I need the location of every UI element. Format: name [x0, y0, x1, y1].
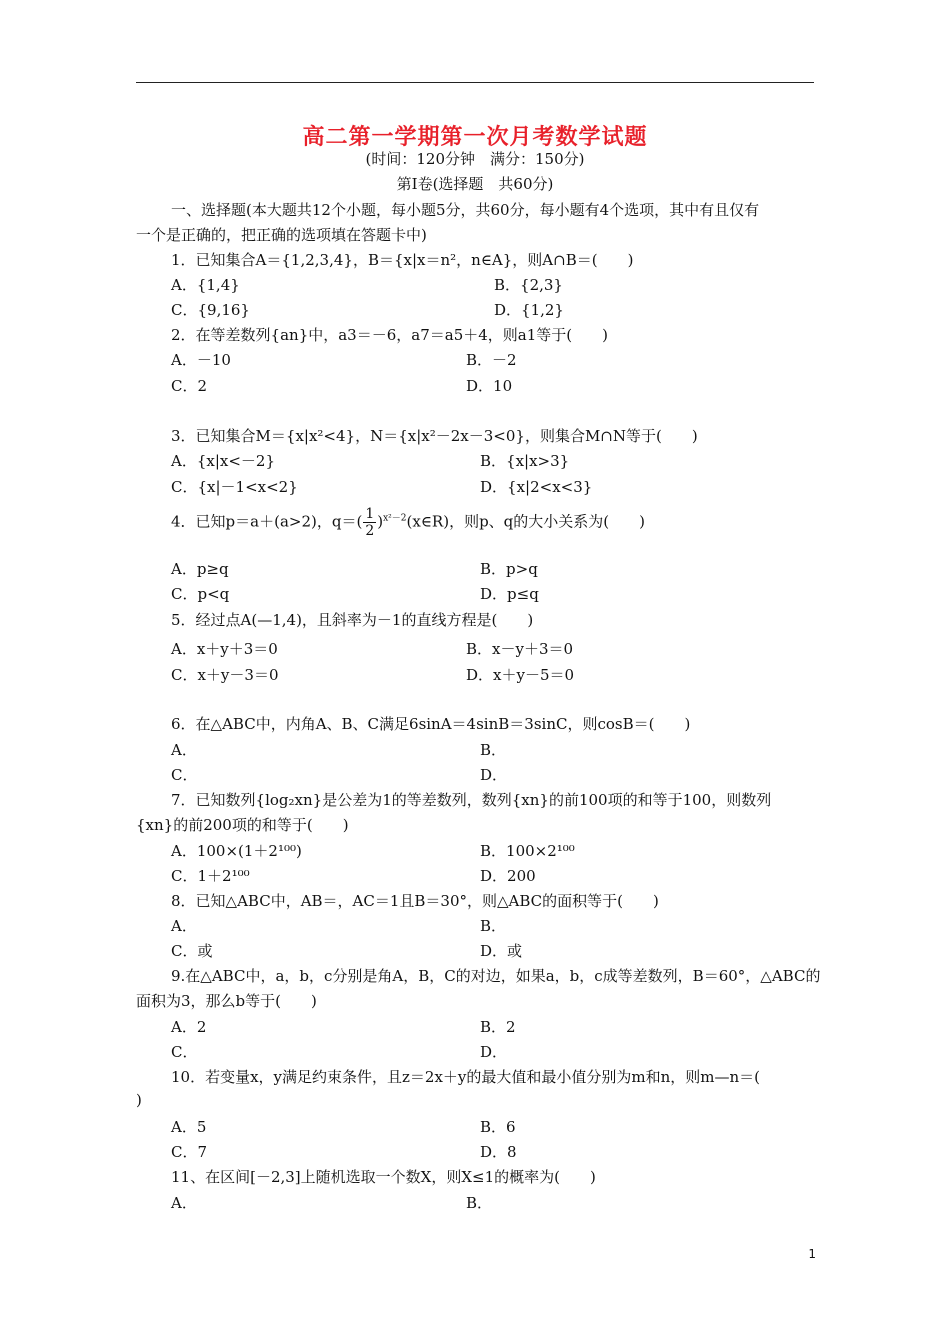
q9-stem-line-1: 9.在△ABC中，a，b，c分别是角A，B，C的对边，如果a，b，c成等差数列，B＝60°，△ABC的 — [171, 967, 821, 985]
q11-option-a: A． — [171, 1194, 197, 1212]
q7-option-b: B．100×2¹⁰⁰ — [480, 842, 575, 860]
q1-option-d: D．{1,2} — [494, 301, 564, 319]
q10-option-c: C．7 — [171, 1143, 208, 1161]
exam-meta: (时间：120分钟 满分：150分) — [365, 150, 585, 168]
q10-option-d: D．8 — [480, 1143, 517, 1161]
q3-option-c: C．{x|－1<x<2} — [171, 478, 298, 496]
q4-stem: 4．已知p＝a＋(a>2)，q＝( $\frac{1}{2}$ )$^{x^2-2}$(x∈R)，则p、q的大小关系为( ) — [171, 506, 645, 539]
page-number: 1 — [808, 1247, 816, 1261]
q6-option-a: A． — [171, 741, 197, 759]
q4-option-d: D．p≤q — [480, 585, 539, 603]
q10-option-b: B．6 — [480, 1118, 516, 1136]
q3-option-b: B．{x|x>3} — [480, 452, 570, 470]
q2-stem: 2．在等差数列{an}中，a3＝－6，a7＝a5＋4，则a1等于( ) — [171, 326, 608, 344]
q10-stem-line-1: 10．若变量x，y满足约束条件，且z＝2x＋y的最大值和最小值分别为m和n，则m—n＝( — [171, 1068, 761, 1086]
q4-option-b: B．p>q — [480, 560, 538, 578]
q7-option-c: C．1＋2¹⁰⁰ — [171, 867, 250, 885]
q4-fraction — [363, 506, 376, 539]
q5-option-d: D．x＋y－5＝0 — [466, 666, 575, 684]
q9-option-c: C． — [171, 1043, 198, 1061]
q5-stem: 5．经过点A(—1,4)，且斜率为－1的直线方程是( ) — [171, 611, 534, 629]
q9-option-b: B．2 — [480, 1018, 516, 1036]
q4-stem-post: (x∈R)，则p、q的大小关系为( ) — [406, 512, 645, 531]
q7-option-d: D．200 — [480, 867, 536, 885]
q10-stem-line-2: ) — [136, 1091, 142, 1109]
q4-fraction-numerator: 1 — [365, 506, 375, 522]
q3-option-a: A．{x|x<－2} — [171, 452, 276, 470]
q5-option-b: B．x－y＋3＝0 — [466, 640, 574, 658]
q6-option-c: C． — [171, 766, 198, 784]
q5-option-a: A．x＋y＋3＝0 — [171, 640, 278, 658]
q9-option-a: A．2 — [171, 1018, 207, 1036]
header-rule — [136, 82, 814, 83]
q8-option-d: D．或 — [480, 942, 523, 960]
q11-stem: 11、在区间[－2,3]上随机选取一个数X，则X≤1的概率为( ) — [171, 1168, 596, 1186]
q4-exponent: x²－2 — [383, 513, 407, 524]
q2-option-c: C．2 — [171, 377, 208, 395]
q1-option-b: B．{2,3} — [494, 276, 563, 294]
q4-option-a: A．p≥q — [171, 560, 229, 578]
q8-option-b: B． — [480, 917, 507, 935]
q1-option-a: A．{1,4} — [171, 276, 240, 294]
q1-option-c: C．{9,16} — [171, 301, 250, 319]
q11-option-b: B． — [466, 1194, 493, 1212]
instructions-line-2: 一个是正确的，把正确的选项填在答题卡中) — [136, 226, 427, 244]
q7-stem-line-2: {xn}的前200项的和等于( ) — [136, 816, 349, 834]
q9-option-d: D． — [480, 1043, 508, 1061]
q5-option-c: C．x＋y－3＝0 — [171, 666, 279, 684]
exam-title: 高二第一学期第一次月考数学试题 — [302, 124, 648, 150]
q3-stem: 3．已知集合M＝{x|x²<4}，N＝{x|x²－2x－3<0}，则集合M∩N等于( ) — [171, 427, 698, 445]
q4-option-c: C．p<q — [171, 585, 230, 603]
q4-fraction-denominator: 2 — [365, 523, 375, 539]
q7-stem-line-1: 7．已知数列{log₂xn}是公差为1的等差数列，数列{xn}的前100项的和等于100，则数列 — [171, 791, 772, 809]
q8-option-a: A． — [171, 917, 197, 935]
q1-stem: 1．已知集合A＝{1,2,3,4}，B＝{x|x＝n²，n∈A}，则A∩B＝( ) — [171, 251, 634, 269]
q6-option-d: D． — [480, 766, 508, 784]
q4-stem-pre: 4．已知p＝a＋(a>2)，q＝( — [171, 512, 363, 531]
q2-option-d: D．10 — [466, 377, 513, 395]
q10-option-a: A．5 — [171, 1118, 207, 1136]
q2-option-b: B．－2 — [466, 351, 517, 369]
q6-option-b: B． — [480, 741, 507, 759]
q2-option-a: A．－10 — [171, 351, 231, 369]
q8-option-c: C．或 — [171, 942, 213, 960]
instructions-line-1: 一、选择题(本大题共12个小题，每小题5分，共60分，每小题有4个选项，其中有且仅有 — [171, 201, 760, 219]
q8-stem: 8．已知△ABC中，AB＝，AC＝1且B＝30°，则△ABC的面积等于( ) — [171, 892, 659, 910]
q6-stem: 6．在△ABC中，内角A、B、C满足6sinA＝4sinB＝3sinC，则cosB＝( ) — [171, 715, 691, 733]
q7-option-a: A．100×(1＋2¹⁰⁰) — [171, 842, 302, 860]
q9-stem-line-2: 面积为3，那么b等于( ) — [136, 992, 317, 1010]
part-heading: 第Ⅰ卷(选择题 共60分) — [396, 175, 554, 193]
q3-option-d: D．{x|2<x<3} — [480, 478, 593, 496]
